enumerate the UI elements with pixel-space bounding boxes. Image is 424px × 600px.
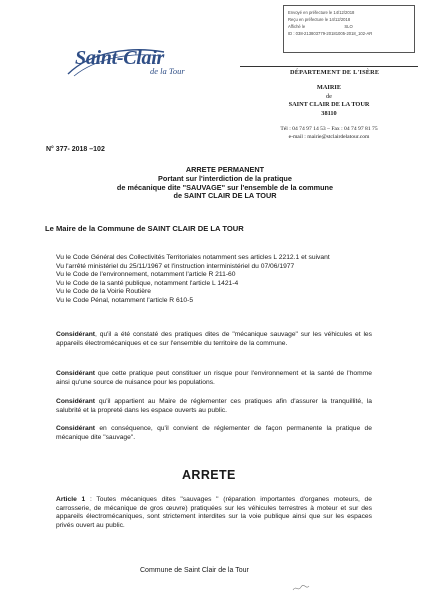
phone-fax: Tél : 04 74 97 14 53 – Fax : 04 74 97 81 75 xyxy=(280,126,378,132)
maire-line: Le Maire de la Commune de SAINT CLAIR DE LA TOUR xyxy=(45,224,244,233)
vu-item: Vu l'arrêté ministériel du 25/11/1967 et l'instruction interministériel du 07/06/1977 xyxy=(56,262,295,270)
mairie-line: de xyxy=(326,92,332,100)
vu-list xyxy=(56,254,372,306)
header-divider xyxy=(240,66,418,67)
prefecture-stamp xyxy=(283,5,415,53)
mairie-line: 38110 xyxy=(321,110,337,118)
stamp-id-suffix: SLO xyxy=(344,24,353,29)
stamp-line: Affiché le SLO xyxy=(288,24,353,29)
vu-item: Vu le Code Pénal, notamment l'article R 610-5 xyxy=(56,296,194,304)
mairie-line: MAIRIE xyxy=(316,84,342,91)
mairie-line: SAINT CLAIR DE LA TOUR xyxy=(288,101,370,109)
stamp-line: Reçu en préfecture le 14/12/2018 xyxy=(288,17,351,22)
considerant-paragraph: Considérant, qu'il a été constaté des pratiques dites de "mécanique sauvage" sur les véhicules et les appareils électromécaniques et ce sur l'ensemble du territoire de la commune. xyxy=(56,331,372,347)
vu-item: Vu le Code de la Voirie Routière xyxy=(56,288,151,296)
vu-item: Vu le Code de l'environnement, notamment l'article R 211-60 xyxy=(56,271,236,279)
considerant-paragraph: Considérant que cette pratique peut constituer un risque pour l'environnement et la santé de l'homme ainsi qu'une source de nuisance pour les populations. xyxy=(56,370,372,386)
contact-info xyxy=(240,125,418,141)
considerant-paragraph: Considérant en conséquence, qu'il convient de réglementer de façon permanente la pratique de mécanique dite "sauvage". xyxy=(56,425,372,441)
department-label: DÉPARTEMENT DE L'ISÈRE xyxy=(290,69,380,76)
considerant-paragraph: Considérant qu'il appartient au Maire de réglementer ces pratiques afin d'assurer la tranquillité, la salubrité et la propreté dans les espace ouverts au public. xyxy=(56,398,372,414)
mairie-address xyxy=(240,84,418,119)
title-line: de mécanique dite "SAUVAGE" sur l'ensemble de la commune xyxy=(116,182,334,192)
arrete-title xyxy=(60,166,390,201)
article-1: Article 1 : Toutes mécaniques dites "sauvages " (réparation importantes d'organes moteurs, de carrosserie, de mécanique de gros œuvre) pratiquées sur les véhicules terrestres à moteur et sur des appareils électromécaniques, sont strictement interdites sur la voie publique ainsi que sur les espaces privés ouvert au public. xyxy=(56,496,372,529)
title-line: de SAINT CLAIR DE LA TOUR xyxy=(173,191,277,201)
title-line: Portant sur l'interdiction de la pratique xyxy=(158,173,292,183)
stamp-line: Envoyé en préfecture le 14/12/2018 xyxy=(288,10,355,15)
arrete-reference: N° 377- 2018 –102 xyxy=(46,146,105,153)
arrete-heading: ARRETE xyxy=(182,468,236,482)
title-line: ARRETE PERMANENT xyxy=(185,165,265,174)
stamp-line: ID : 038-213803779-20181005-2018_102-AR xyxy=(288,31,373,36)
logo-subtitle: de la Tour xyxy=(150,66,185,76)
vu-item: Vu le Code de la santé publique, notamment l'article L 1421-4 xyxy=(56,279,239,287)
handwritten-mark-icon xyxy=(292,583,310,593)
footer-commune: Commune de Saint Clair de la Tour xyxy=(140,567,249,574)
email: e-mail : mairie@stclairdelatour.com xyxy=(288,134,370,140)
vu-item: Vu le Code Général des Collectivités Territoriales notamment ses articles L 2212.1 et suivant xyxy=(56,254,330,261)
logo-name: Saint-Clair xyxy=(75,47,164,69)
